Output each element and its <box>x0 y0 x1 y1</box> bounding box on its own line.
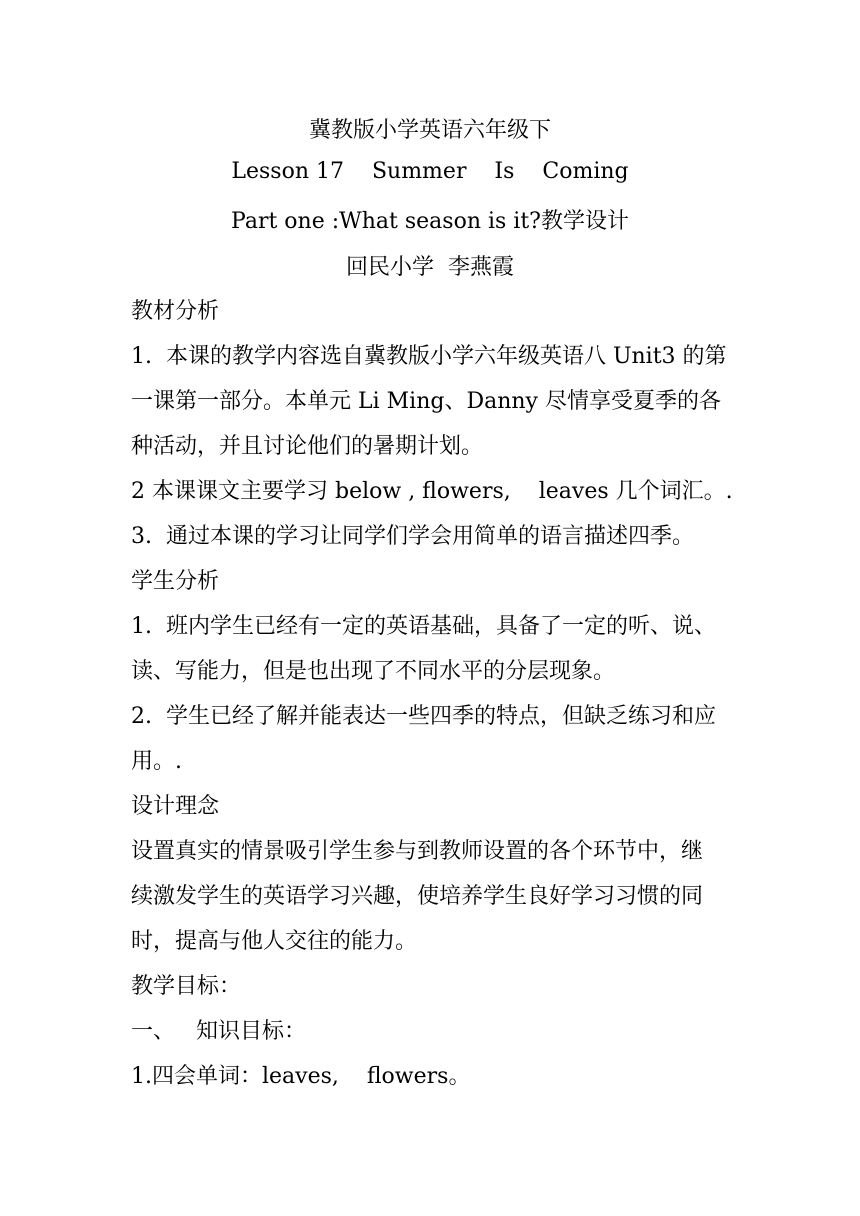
section-heading-textbook-analysis: 教材分析 <box>131 299 220 324</box>
author-line: 回民小学 李燕霞 <box>346 255 514 280</box>
paragraph-line: 1. 班内学生已经有一定的英语基础，具备了一定的听、说、 <box>131 614 716 639</box>
paragraph-line: 读、写能力，但是也出现了不同水平的分层现象。 <box>131 659 616 684</box>
paragraph-line: 设置真实的情景吸引学生参与到教师设置的各个环节中，继 <box>131 839 704 864</box>
paragraph-line: 用。. <box>131 749 182 774</box>
paragraph-line: 3. 通过本课的学习让同学们学会用简单的语言描述四季。 <box>131 524 694 549</box>
part-title: Part one :What season is it?教学设计 <box>231 209 629 234</box>
paragraph-line: 时，提高与他人交往的能力。 <box>131 929 418 954</box>
paragraph-line: 一课第一部分。本单元 Li Ming、Danny 尽情享受夏季的各 <box>131 389 721 414</box>
paragraph-line: 2. 学生已经了解并能表达一些四季的特点，但缺乏练习和应 <box>131 704 716 729</box>
document-title: 冀教版小学英语六年级下 <box>308 118 551 143</box>
section-heading-student-analysis: 学生分析 <box>131 569 220 594</box>
paragraph-line: 1. 本课的教学内容选自冀教版小学六年级英语八 Unit3 的第 <box>131 344 727 369</box>
lesson-title: Lesson 17 Summer Is Coming <box>231 159 629 184</box>
paragraph-line: 1.四会单词：leaves, flowers。 <box>131 1064 471 1089</box>
section-heading-design-concept: 设计理念 <box>131 794 220 819</box>
paragraph-line: 种活动，并且讨论他们的暑期计划。 <box>131 434 484 459</box>
subheading-knowledge-goals: 一、 知识目标： <box>131 1019 306 1044</box>
paragraph-line: 续激发学生的英语学习兴趣，使培养学生良好学习习惯的同 <box>131 884 704 909</box>
paragraph-line: 2 本课课文主要学习 below , flowers, leaves 几个词汇。. <box>131 479 733 504</box>
section-heading-teaching-goals: 教学目标： <box>131 974 242 999</box>
